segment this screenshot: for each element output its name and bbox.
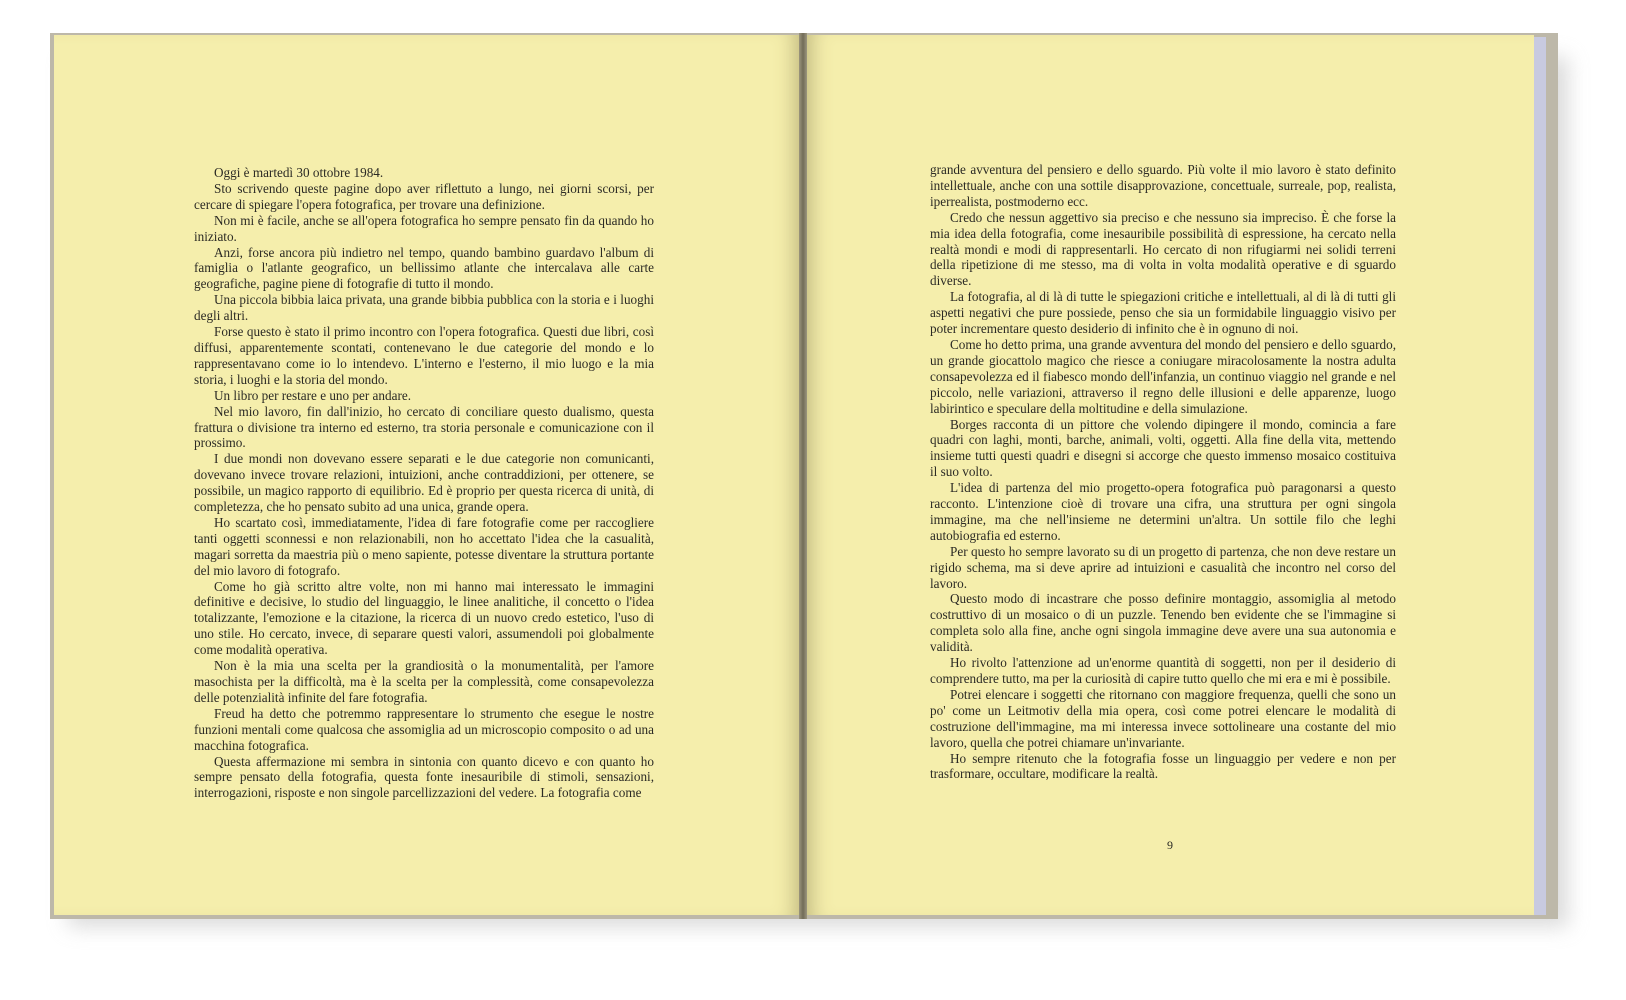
paragraph: Freud ha detto che potremmo rappresentare lo strumento che esegue le nostre funzioni mentali come qualcosa che assomiglia ad un microscopio composito o ad una macchina fotografica. xyxy=(194,705,654,753)
paragraph: Questo modo di incastrare che posso definire montaggio, assomiglia al metodo costruttivo di un mosaico o di un puzzle. Tenendo ben evidente che se l'immagine si completa solo alla fine, anche ogni singola immagine deve avere una sua autonomia e validità. xyxy=(930,591,1396,655)
page-number: 9 xyxy=(1167,838,1173,852)
book-gutter xyxy=(799,33,807,919)
paragraph: Nel mio lavoro, fin dall'inizio, ho cercato di conciliare questo dualismo, questa frattura o divisione tra interno ed esterno, tra storia personale e comunicazione con il prossimo. xyxy=(194,403,654,451)
paragraph: Non è la mia una scelta per la grandiosità o la monumentalità, per l'amore masochista per la difficoltà, ma è la scelta per la complessità, come consapevolezza delle potenzialità infinite del fare fotografia. xyxy=(194,658,654,705)
paragraph: Forse questo è stato il primo incontro con l'opera fotografica. Questi due libri, così diffusi, apparentemente scontati, contenevano le due categorie del mondo e lo rappresentavano come io lo intendevo. L'interno e l'esterno, il mio luogo e la mia storia, i luoghi e la storia del mondo. xyxy=(194,324,654,387)
paragraph: Per questo ho sempre lavorato su di un progetto di partenza, che non deve restare un rigido schema, ma si deve aprire ad intuizioni e casualità che incontro nel corso del lavoro. xyxy=(930,543,1396,591)
right-page xyxy=(807,35,1534,915)
paragraph: Come ho detto prima, una grande avventura del mondo del pensiero e dello sguardo, un grande giocattolo magico che riesce a coniugare miracolosamente la nostra adulta consapevolezza ed il fiabesco mondo dell'infanzia, un continuo viaggio nel grande e nel piccolo, nelle variazioni, attraverso il regno delle illusioni e delle apparenze, luogo labirintico e speculare della moltitudine e della simulazione. xyxy=(930,336,1396,416)
paragraph: Sto scrivendo queste pagine dopo aver riflettuto a lungo, nei giorni scorsi, per cercare di spiegare l'opera fotografica, per trovare una definizione. xyxy=(194,180,654,212)
right-page-text xyxy=(930,162,1396,782)
paragraph: Credo che nessun aggettivo sia preciso e che nessuno sia impreciso. È che forse la mia idea della fotografia, come inesauribile possibilità di espressione, ha cercato nella realtà mondi e modi di rappresentarli. Ho cercato di non rifugiarmi nei solidi terreni della ripetizione di me stesso, ma di volta in volta modalità operative e di sguardo diverse. xyxy=(930,209,1396,289)
left-page-text xyxy=(194,165,654,801)
paragraph: Anzi, forse ancora più indietro nel tempo, quando bambino guardavo l'album di famiglia o l'atlante geografico, un bellissimo atlante che intercalava alle carte geografiche, pagine piene di fotografie di tutto il mondo. xyxy=(194,244,654,292)
paragraph: Un libro per restare e uno per andare. xyxy=(214,387,411,403)
paragraph: Non mi è facile, anche se all'opera fotografica ho sempre pensato fin da quando ho iniziato. xyxy=(194,212,654,244)
paragraph: I due mondi non dovevano essere separati e le due categorie non comunicanti, dovevano invece trovare relazioni, intuizioni, anche contraddizioni, per ottenere, se possibile, un magico rapporto di equilibrio. Ed è proprio per questa ricerca di unità, di completezza, che ho pensato subito ad una unica, grande opera. xyxy=(194,451,654,515)
paragraph: Ho scartato così, immediatamente, l'idea di fare fotografie come per raccogliere tanti oggetti sconnessi e non relazionabili, non ho accettato l'idea che la casualità, magari sorretta da maestria più o meno sapiente, potesse diventare la struttura portante del mio lavoro di fotografo. xyxy=(194,514,654,578)
paragraph: Questa affermazione mi sembra in sintonia con quanto dicevo e con quanto ho sempre pensato della fotografia, questa fonte inesauribile di stimoli, sensazioni, interrogazioni, risposte e non singole parcellizzazioni del vedere. La fotografia come xyxy=(194,753,654,801)
paragraph: Come ho già scritto altre volte, non mi hanno mai interessato le immagini definitive e decisive, lo studio del linguaggio, le linee analitiche, il concetto o l'idea totalizzante, l'emozione e la citazione, la ricerca di un nuovo credo estetico, l'uso di uno stile. Ho cercato, invece, di separare questi valori, assumendoli poi globalmente come modalità operativa. xyxy=(194,578,654,658)
paragraph: Borges racconta di un pittore che volendo dipingere il mondo, comincia a fare quadri con laghi, monti, barche, animali, volti, oggetti. Alla fine della vita, mettendo insieme tutti questi quadri e disegni si accorge che questo immenso mosaico costituiva il suo volto. xyxy=(930,416,1396,480)
paragraph: grande avventura del pensiero e dello sguardo. Più volte il mio lavoro è stato definito intellettuale, anche con una sottile disapprovazione, concettuale, surreale, pop, realista, iperrealista, postmoderno ecc. xyxy=(930,162,1396,209)
left-page xyxy=(54,35,799,915)
paragraph: Ho rivolto l'attenzione ad un'enorme quantità di soggetti, non per il desiderio di comprendere tutto, ma per la curiosità di capire tutto quello che mi era e mi è possibile. xyxy=(930,655,1396,686)
paragraph: Oggi è martedì 30 ottobre 1984. xyxy=(214,165,384,180)
paragraph: Ho sempre ritenuto che la fotografia fosse un linguaggio per vedere e non per trasformare, occultare, modificare la realtà. xyxy=(930,750,1396,782)
open-book xyxy=(50,33,1568,923)
paragraph: Una piccola bibbia laica privata, una grande bibbia pubblica con la storia e i luoghi degli altri. xyxy=(194,292,654,324)
paragraph: L'idea di partenza del mio progetto-opera fotografica può paragonarsi a questo racconto. L'intenzione cioè di trovare una cifra, una struttura per ogni singola immagine, ma che nell'insieme ne determini un'altra. Un sottile filo che leghi autobiografia ed esterno. xyxy=(930,480,1396,543)
paragraph: Potrei elencare i soggetti che ritornano con maggiore frequenza, quelli che sono un po' come un Leitmotiv della mia opera, così come potrei elencare le modalità di costruzione dell'immagine, ma mi interessa invece sottolineare una costante del mio lavoro, quella che potrei chiamare un'invariante. xyxy=(930,686,1396,750)
page-block-edge xyxy=(1534,37,1546,915)
paragraph: La fotografia, al di là di tutte le spiegazioni critiche e intellettuali, al di là di tutti gli aspetti negativi che pure possiede, penso che sia un formidabile linguaggio visivo per poter incrementare questo desiderio di infinito che è in ognuno di noi. xyxy=(930,289,1396,337)
